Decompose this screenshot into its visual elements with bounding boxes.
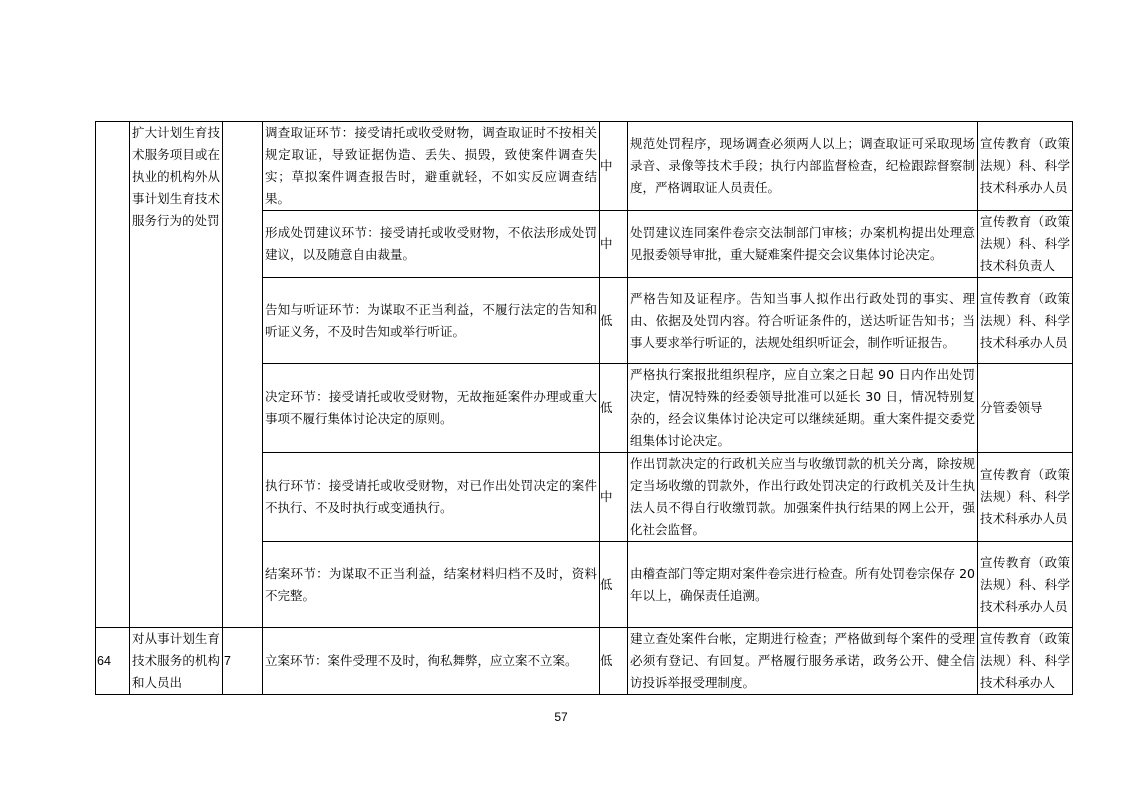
risk-level-cell: 中 (600, 453, 628, 542)
count-cell (223, 122, 263, 628)
risk-level-cell: 低 (600, 542, 628, 628)
risk-level-cell: 低 (600, 628, 628, 695)
seq-cell: 64 (96, 628, 130, 695)
measure-cell: 由稽查部门等定期对案件卷宗进行检查。所有处罚卷宗保存 20 年以上，确保责任追溯。 (628, 542, 978, 628)
measure-cell: 处罚建议连同案件卷宗交法制部门审核；办案机构提出处理意见报委领导审批，重大疑难案件提交会议集体讨论决定。 (628, 211, 978, 278)
table-row (96, 628, 1073, 695)
page-number: 57 (554, 710, 568, 724)
link-cell: 执行环节：接受请托或收受财物，对已作出处罚决定的案件不执行、不及时执行或变通执行。 (263, 453, 600, 542)
item-name-cell: 扩大计划生育技术服务项目或在执业的机构外从事计划生育技术服务行为的处罚 (130, 122, 223, 628)
link-cell: 决定环节：接受请托或收受财物，无故拖延案件办理或重大事项不履行集体讨论决定的原则。 (263, 364, 600, 453)
count-cell: 7 (223, 628, 263, 695)
link-cell: 形成处罚建议环节：接受请托或收受财物，不依法形成处罚建议，以及随意自由裁量。 (263, 211, 600, 278)
table-row (96, 122, 1073, 211)
department-cell: 宣传教育（政策法规）科、科学技术科承办人员 (978, 122, 1073, 211)
department-cell: 宣传教育（政策法规）科、科学技术科承办人员 (978, 542, 1073, 628)
measure-cell: 作出罚款决定的行政机关应当与收缴罚款的机关分离，除按规定当场收缴的罚款外，作出行政处罚决定的行政机关及计生执法人员不得自行收缴罚款。加强案件执行结果的网上公开，强化社会监督。 (628, 453, 978, 542)
measure-cell: 建立查处案件台帐，定期进行检查；严格做到每个案件的受理必须有登记、有回复。严格履行服务承诺，政务公开、健全信访投诉举报受理制度。 (628, 628, 978, 695)
link-cell: 立案环节：案件受理不及时，徇私舞弊，应立案不立案。 (263, 628, 600, 695)
link-cell: 告知与听证环节：为谋取不正当利益，不履行法定的告知和听证义务，不及时告知或举行听证。 (263, 278, 600, 364)
department-cell: 宣传教育（政策法规）科、科学技术科承办人员 (978, 278, 1073, 364)
risk-level-cell: 低 (600, 278, 628, 364)
risk-level-cell: 中 (600, 122, 628, 211)
risk-control-table (95, 121, 1073, 695)
department-cell: 分管委领导 (978, 364, 1073, 453)
item-name-cell: 对从事计划生育技术服务的机构和人员出 (130, 628, 223, 695)
link-cell: 结案环节：为谋取不正当利益，结案材料归档不及时，资料不完整。 (263, 542, 600, 628)
measure-cell: 严格执行案报批组织程序，应自立案之日起 90 日内作出处罚决定，情况特殊的经委领导批准可以延长 30 日，情况特别复杂的，经会议集体讨论决定可以继续延期。重大案件提交委党组集体讨论决定。 (628, 364, 978, 453)
seq-cell (96, 122, 130, 628)
department-cell: 宣传教育（政策法规）科、科学技术科负责人 (978, 211, 1073, 278)
link-cell: 调查取证环节：接受请托或收受财物，调查取证时不按相关规定取证，导致证据伪造、丢失、损毁，致使案件调查失实；草拟案件调查报告时，避重就轻，不如实反应调查结果。 (263, 122, 600, 211)
department-cell: 宣传教育（政策法规）科、科学技术科承办人 (978, 628, 1073, 695)
risk-level-cell: 低 (600, 364, 628, 453)
risk-level-cell: 中 (600, 211, 628, 278)
measure-cell: 严格告知及证程序。告知当事人拟作出行政处罚的事实、理由、依据及处罚内容。符合听证条件的，送达听证告知书；当事人要求举行听证的，法规处组织听证会，制作听证报告。 (628, 278, 978, 364)
measure-cell: 规范处罚程序，现场调查必须两人以上；调查取证可采取现场录音、录像等技术手段；执行内部监督检查，纪检跟踪督察制度，严格调取证人员责任。 (628, 122, 978, 211)
department-cell: 宣传教育（政策法规）科、科学技术科承办人员 (978, 453, 1073, 542)
